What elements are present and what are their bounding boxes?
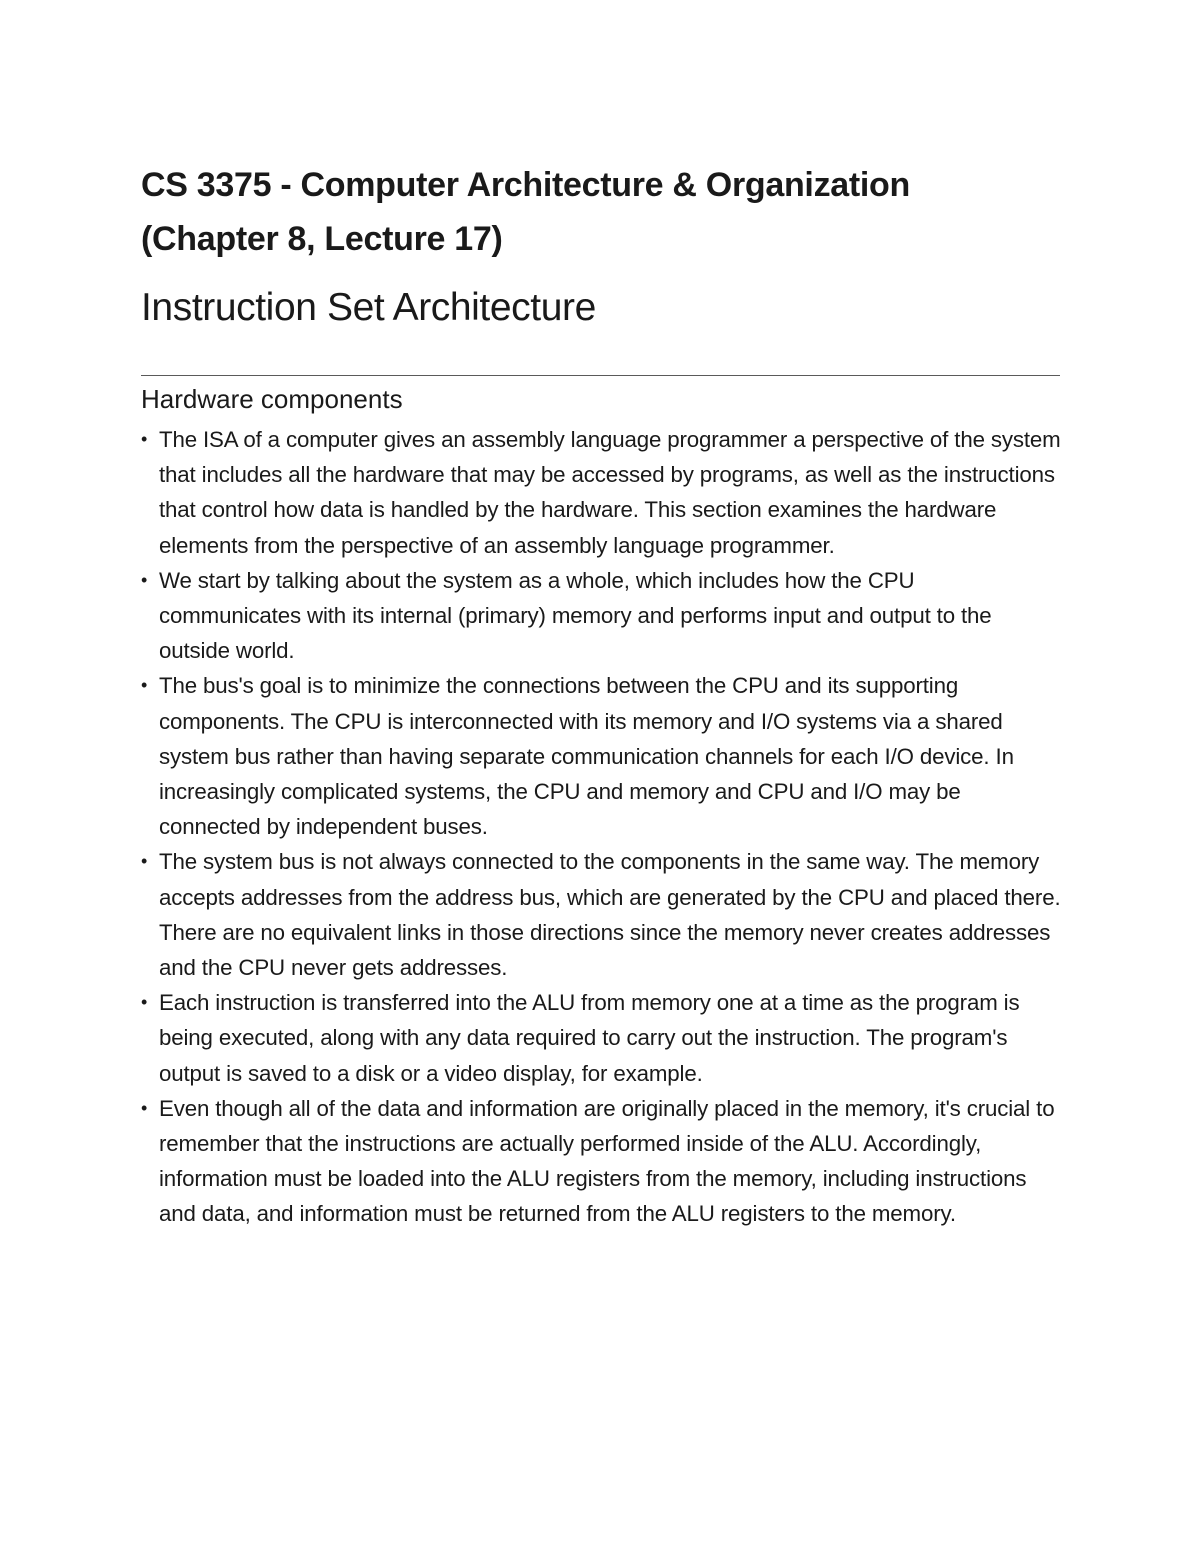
document-title <box>141 158 1061 266</box>
list-item <box>141 422 1061 563</box>
bullet-list <box>141 422 1061 1232</box>
bullet-icon: • <box>141 1097 148 1118</box>
bullet-text: Even though all of the data and information are originally placed in the memory, it's crucial to remember that the instructions are actually performed inside of the ALU. Accordingly, information must be loaded into the ALU registers from the memory, including instructions and data, and information must be returned from the ALU registers to the memory. <box>159 1095 1055 1227</box>
bullet-icon: • <box>141 675 148 696</box>
list-item <box>141 1091 1061 1232</box>
list-item <box>141 668 1061 844</box>
bullet-text: The bus's goal is to minimize the connections between the CPU and its supporting components. The CPU is interconnected with its memory and I/O systems via a shared system bus rather than having separate communication channels for each I/O device. In increasingly complicated systems, the CPU and memory and CPU and I/O may be connected by independent buses. <box>159 673 1014 840</box>
bullet-icon: • <box>141 429 148 449</box>
bullet-text: We start by talking about the system as a whole, which includes how the CPU communicates with its internal (primary) memory and performs input and output to the outside world. <box>159 567 992 664</box>
list-item <box>141 985 1061 1091</box>
document-subtitle: Instruction Set Architecture <box>141 286 596 329</box>
horizontal-divider <box>141 375 1060 376</box>
section-heading: Hardware components <box>141 384 403 414</box>
bullet-icon: • <box>141 851 148 872</box>
bullet-text: Each instruction is transferred into the ALU from memory one at a time as the program is being executed, along with any data required to carry out the instruction. The program's output is saved to a disk or a video display, for example. <box>159 990 1020 1086</box>
title-line-2: (Chapter 8, Lecture 17) <box>141 220 503 258</box>
bullet-icon: • <box>141 569 148 590</box>
list-item <box>141 844 1061 985</box>
bullet-text: The system bus is not always connected to the components in the same way. The memory accepts addresses from the address bus, which are generated by the CPU and placed there. There are no equivalent links in those directions since the memory never creates addresses and the CPU never gets addresses. <box>159 849 1061 981</box>
title-line-1: CS 3375 - Computer Architecture & Organization <box>141 166 910 204</box>
bullet-icon: • <box>141 992 148 1013</box>
bullet-text: The ISA of a computer gives an assembly language programmer a perspective of the system that includes all the hardware that may be accessed by programs, as well as the instructions that control how data is handled by the hardware. This section examines the hardware elements from the perspective of an assembly language programmer. <box>159 427 1061 558</box>
list-item <box>141 563 1061 669</box>
